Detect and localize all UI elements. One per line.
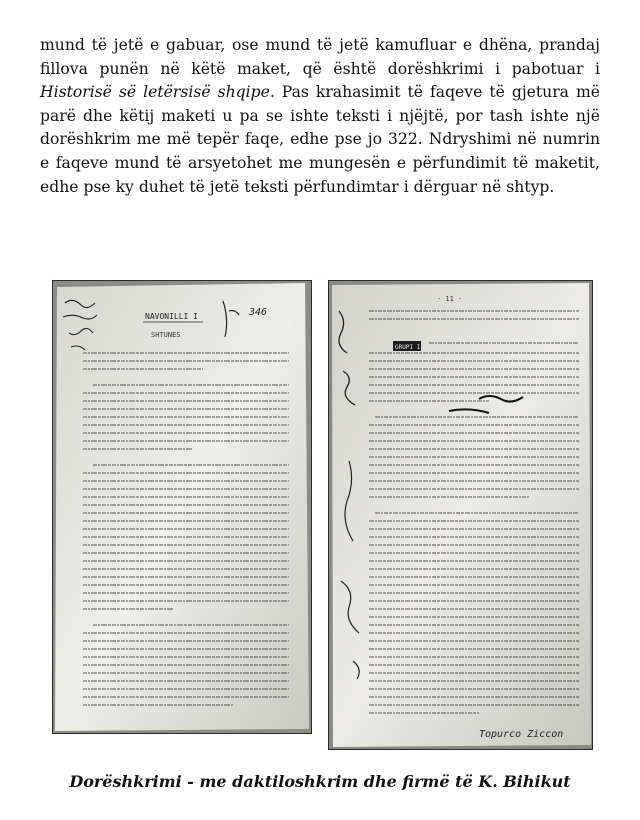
- left-page-number: 346: [249, 307, 268, 318]
- author-signature: Topurco Ziccon: [479, 729, 564, 740]
- figure-caption: Dorëshkrimi - me daktiloshkrim dhe firmë të K. Bihikut: [69, 772, 571, 791]
- manuscript-page-left-image: [53, 281, 311, 733]
- paragraph-text-1: mund të jetë e gabuar, ose mund të jetë kamufluar e dhëna, prandaj fillova punën në këtë maket, që është dorëshkrimi i pabotuar i: [40, 36, 600, 78]
- paragraph-text-2: . Pas krahasimit të faqeve të gjetura më parë dhe këtij maketi u pa se ishte teksti i njëjtë, por tash ishte një dorëshkrim me më tepër faqe, edhe pse jo 322. Ndryshimi në numrin e faqeve mund të arsyetohet me mungesën e përfundimit të maketit, edhe pse ky duhet të jetë teksti përfundimtar i dërguar në shtyp.: [40, 83, 600, 196]
- manuscript-page-right-image: [329, 281, 592, 749]
- manuscript-photo-left: [52, 280, 312, 734]
- body-paragraph: [40, 34, 600, 199]
- left-header-typed: NAVONILLI I: [145, 312, 198, 321]
- left-header-sub: SHTUNES: [151, 331, 181, 339]
- book-title: Historisë së letërsisë shqipe: [40, 83, 270, 102]
- right-heading-typed: GRUPI I: [395, 344, 421, 351]
- right-page-number: - 11 -: [437, 295, 463, 303]
- manuscript-photo-right: [328, 280, 593, 750]
